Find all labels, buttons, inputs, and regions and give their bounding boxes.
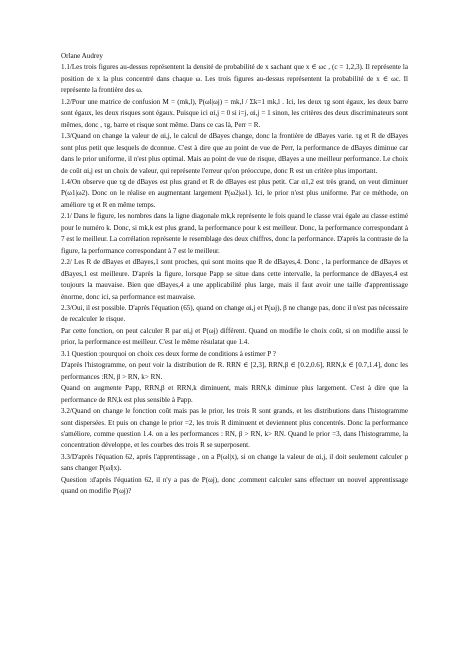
paragraph-3-3: 3.3/D'après l'équation 62, après l'apprentissage , on a P(ωl|x), si on change la valeur de αi,j, il doit seulement calculer ρ sans changer P(ωl|x). [61, 452, 408, 473]
paragraph-2-3: 2.3/Oui, il est possible. D'après l'équation (65), quand on change αi,j et P(ωj), β ne change pas, donc il n'est pas nécessaire de recalculer le risque. [61, 303, 408, 324]
paragraph-2-1: 2.1/ Dans le figure, les nombres dans la ligne diagonale mk,k représente le fois quand le classe vrai égale au classe estimé pour le numéro k. Donc, si mk,k est plus grand, la performance pour k est meilleur. Donc, la performance correspondant à 7 est le meilleur. La corrélation représente le resemblage des deux chiffres, donc la performance. D'après la contraste de la figure, la performance correspondant à 7 est le meilleur. [61, 212, 409, 255]
author-name: Orlane Audrey [61, 52, 103, 60]
paragraph-1-4: 1.4/On observe que τg de dBayes est plus grand et R de dBayes est plus petit. Car α1,2 est très grand, on veut diminuer P(ω1|ω2). Donc on le réalise en augmentant largement P(ω2|ω1). Ici, le prior n'est plus uniforme. Par ce méthode, on améliore τg et R en même temps. [61, 177, 408, 209]
paragraph-3-1-papp: Quand on augmente Papp, RRN,β et RRN,k diminuent, mais RRN,k diminue plus largement. C'est à dire que la performance de RN,k est plus sensible à Papp. [61, 384, 408, 404]
paragraph-3-2: 3.2/Quand on change le fonction coût mais pas le prior, les trois R sont grands, et les distributions dans l'histogramme sont dispersées. Et puis on change le prior =2, les trois R diminuent et deviennent plus concentrés. Donc la performance s'améliore, comme question 1.4. on a les performances : RN, β > RN, k> RN. Quand le prior =3, dans l'histogramme, la concentration développe, et les courbes des trois R se superposent. [61, 407, 408, 450]
paragraph-2-3-cont: Par cette fonction, on peut calculer R par αi,j et P(ωj) différent. Quand on modifie le choix coût, si on modifie aussi le prior, la performance est meilleur. C'est le même résulatat que 1.4. [61, 326, 408, 347]
paragraph-1-3: 1.3/Quand on change la valeur de αi,j, le calcul de dBayes change, donc la frontière de dBayes varie. τg et R de dBayes sont plus petit que lesquels de dconnue. C'est à dire que au point de vue de Perr, la performance de dBayes diminue car dans le prior uniforme, il n'est plus optimal. Mais au point de vue de risque, dBayes a une meilleur performance. Le choix de coût αi,j est un choix de valeur, qui représente l'erreur qu'on préoccupe, donc R est un critère plus important. [61, 132, 408, 175]
paragraph-3-1-question: 3.1 Question :pourquoi on choix ces deux forme de conditions à estimer P ? [61, 349, 276, 358]
paragraph-2-2: 2.2/ Les R de dBayes et dBayes,1 sont proches, qui sont moins que R de dBayes,4. Donc , la performance de dBayes et dBayes,1 est meilleure. D'après la figure, lorsque Papp se situe dans cette intervalle, la performance de dBayes,4 est toujours la mauvaise. Bien que dBayes,4 a une applicabilité plus large, mais il faut avoir une taille d'apprentissage énorme, donc ici, sa performance est mauvaise. [61, 258, 408, 301]
paragraph-3-3-question: Question :d'après l'équation 62, il n'y a pas de P(ωj), donc ,comment calculer sans effectuer un nouvel apprentissage quand on modifie P(ωj)? [61, 475, 408, 496]
paragraph-1-1: 1.1/Les trois figures au-dessus représentent la densité de probabilité de x sachant que x ∈ ωc , (c = 1,2,3). Il représente la position de x la plus concentré dans chaque ω. Les trois figures au-dessus représentent la probabilité de x ∈ ωc. Il représente la frontière des ω. [61, 63, 408, 95]
paragraph-1-2: 1.2/Pour une matrice de confusion M = (mk,l), P(ωl|ωj) = mk,l / Σk=1 mk,l . Ici, les deux τg sont égaux, les deux barre sont égaux, les deux risques sont égaux. Puisque ici αi,j = 0 si i=j, αi,j = 1 sinon, les critères des deux discriminateurs sont mêmes, donc , τg, barre et risque sont même. Dans ce cas là, Perr = R. [61, 97, 408, 129]
paragraph-3-1-histogram: D'après l'histogramme, on peut voir la distribution de R. RRN ∈ [2,3], RRN,β ∈ [0.2,0.6], RRN,k ∈ [0.7,1.4], donc les performances :RN, β > RN, k> RN. [61, 361, 408, 381]
